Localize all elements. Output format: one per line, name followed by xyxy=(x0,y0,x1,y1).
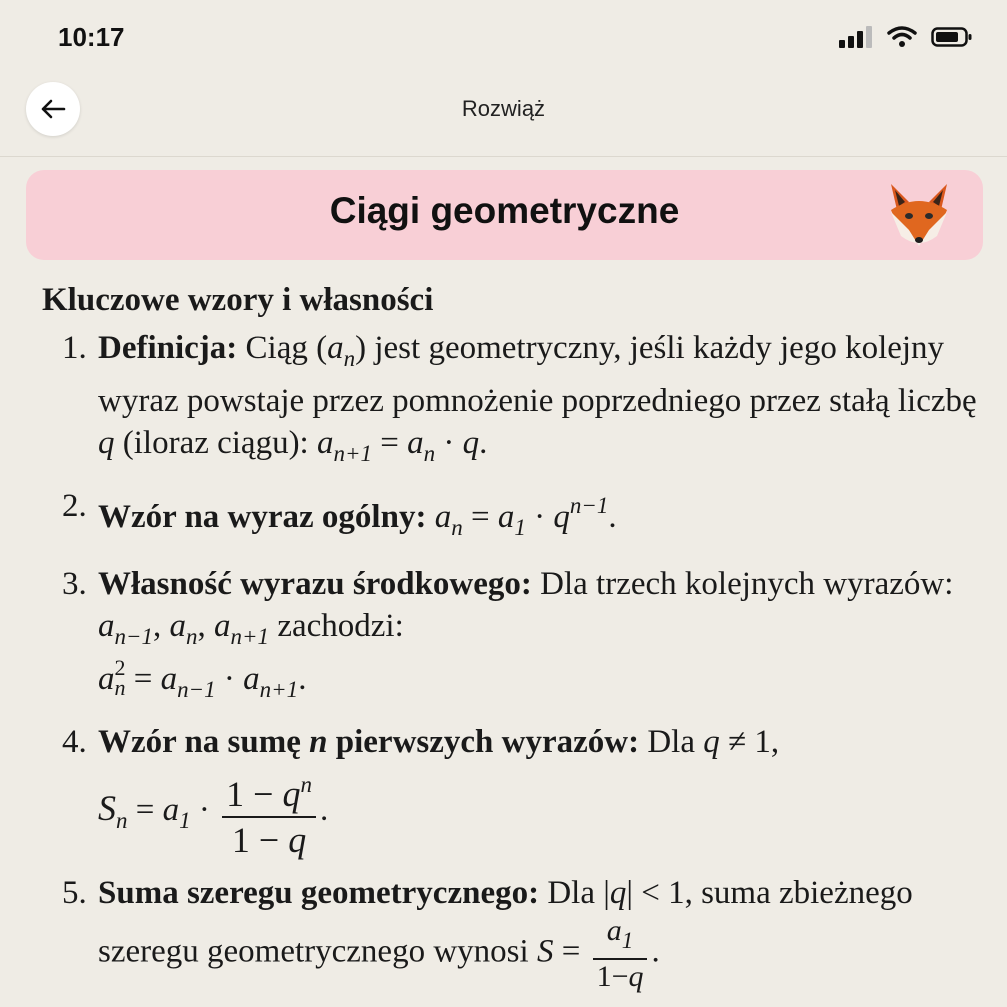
item-number: 1. xyxy=(62,330,87,366)
status-icons xyxy=(839,26,973,48)
item-label: Własność wyrazu środkowego: xyxy=(98,566,532,602)
topic-banner xyxy=(26,170,983,260)
lesson-content xyxy=(42,282,982,1004)
item-text: (iloraz ciągu): xyxy=(122,425,309,461)
list-item: 1. Definicja: Ciąg $(a_n)$ jest geometryczny, jeśli każdy jego kolejny wyraz powstaje przez pomnożenie poprzedniego przez stałą liczbę q (iloraz ciągu): $a_{n+1} = a_n \cdot q$. xyxy=(42,327,982,475)
fox-mascot-icon xyxy=(885,180,953,250)
item-text: suma zbieżnego szeregu geometrycznego wynosi xyxy=(98,875,913,970)
item-text: ) jest geometryczny, jeśli każdy jego kolejny wyraz powstaje przez pomnożenie poprzedniego przez stałą liczbę xyxy=(98,330,977,419)
navigation-bar xyxy=(0,80,1007,157)
list-item: 4. Wzór na sumę n pierwszych wyrazów: Dla q ≠ 1, $S_n = a_1$ · $\frac{1 - q^n}{1 - q}$ . xyxy=(42,721,982,862)
item-label: Definicja: xyxy=(98,330,238,366)
item-text: Dla trzech kolejnych wyrazów: xyxy=(540,566,954,602)
signal-icon xyxy=(839,26,873,48)
section-heading: Kluczowe wzory i własności xyxy=(42,282,434,318)
item-text: Dla xyxy=(647,724,695,760)
item-number: 5. xyxy=(62,875,87,911)
formula-list xyxy=(42,327,982,994)
item-label-part: pierwszych wyrazów: xyxy=(335,724,640,760)
item-label: Suma szeregu geometrycznego: xyxy=(98,875,540,911)
sum-fraction: $\frac{1 - q^n}{1 - q}$ xyxy=(222,763,316,862)
item-number: 4. xyxy=(62,724,87,760)
nav-title: Rozwiąż xyxy=(461,96,546,121)
list-item: 3. Własność wyrazu środkowego: Dla trzech kolejnych wyrazów: $a_{n-1}$, $a_n$, $a_{n+1}$ zachodzi: a 2 n = $a_{n-1} \cdot a_{n+1}$. xyxy=(42,563,982,711)
list-item: 5. Suma szeregu geometrycznego: Dla |q| < 1, suma zbieżnego szeregu geometrycznego wynosi S = $\frac{a_1}{1-q}$ . xyxy=(42,872,982,994)
item-text: Ciąg ( xyxy=(245,330,328,366)
topic-title: Ciągi geometryczne xyxy=(329,190,680,231)
wifi-icon xyxy=(887,26,917,48)
item-text: Dla xyxy=(547,875,595,911)
item-text: zachodzi: xyxy=(277,608,404,644)
item-label-var: n xyxy=(309,724,328,760)
series-fraction: $\frac{a_1}{1-q}$ xyxy=(593,914,648,994)
item-label-part: Wzór na sumę xyxy=(98,724,301,760)
status-bar xyxy=(0,0,1007,80)
item-number: 2. xyxy=(62,488,87,524)
item-label: Wzór na wyraz ogólny: xyxy=(98,499,427,535)
list-item: 2. Wzór na wyraz ogólny: $a_n = a_1 \cdot q^{n-1}$. xyxy=(42,485,982,549)
battery-icon xyxy=(931,26,973,48)
item-number: 3. xyxy=(62,566,87,602)
status-time: 10:17 xyxy=(58,22,125,52)
